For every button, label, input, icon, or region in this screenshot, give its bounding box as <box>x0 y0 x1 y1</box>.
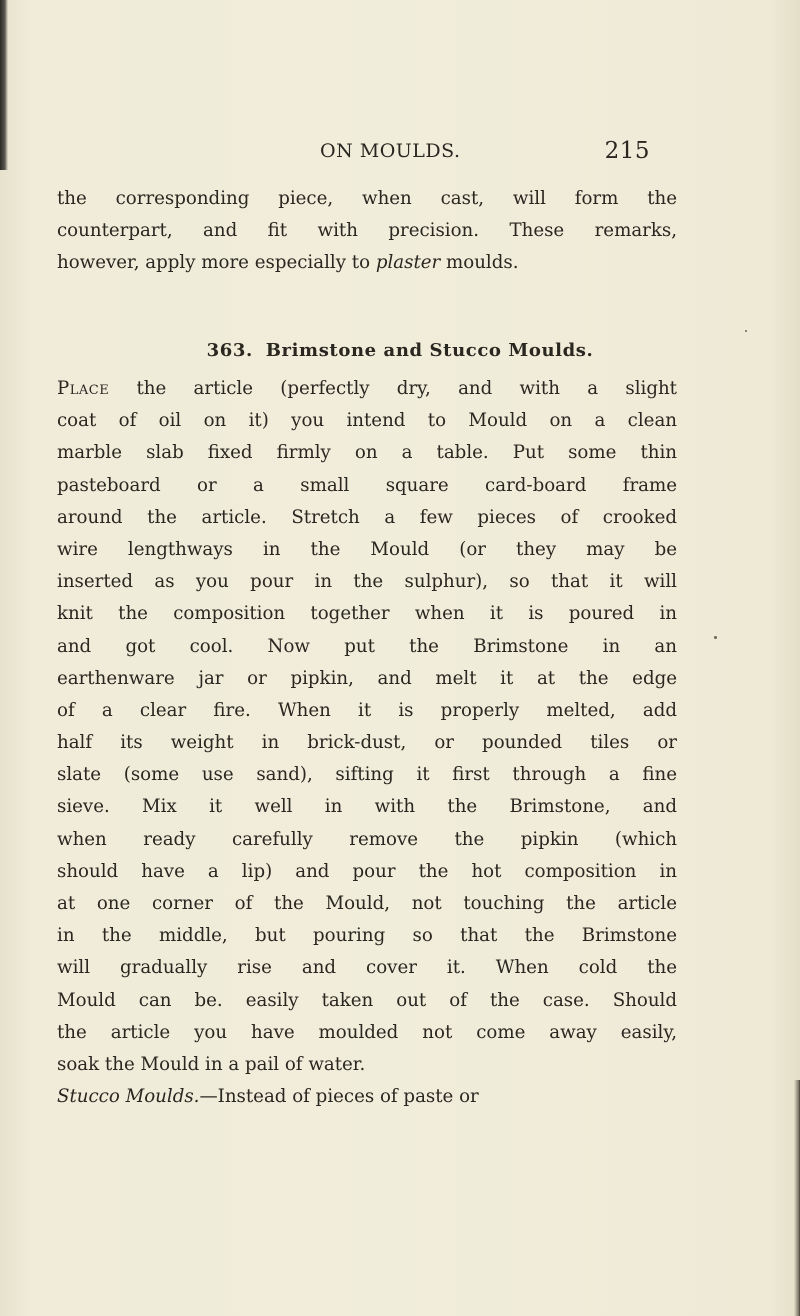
text-line: counterpart, and fit with precision. These remarks, <box>57 220 677 242</box>
text-line: slate (some use sand), sifting it first through a fine <box>57 764 677 786</box>
emphasis-plaster: plaster <box>375 252 441 274</box>
body-paragraph <box>57 373 677 1113</box>
paper-speck <box>714 636 717 639</box>
paper-speck <box>745 330 747 332</box>
text-line: Mould can be. easily taken out of the case. Should <box>57 989 677 1011</box>
text-line: should have a lip) and pour the hot composition in <box>57 860 677 882</box>
text-line: sieve. Mix it well in with the Brimstone, and <box>57 796 677 818</box>
text-line: the article you have moulded not come away easily, <box>57 1021 677 1043</box>
text-line: wire lengthways in the Mould (or they may be <box>57 538 677 560</box>
running-title: ON MOULDS. <box>320 140 461 162</box>
page-number: 215 <box>604 138 650 164</box>
text-line: marble slab fixed firmly on a table. Put some thin <box>57 442 677 464</box>
section-number: 363. <box>206 340 253 361</box>
text-line <box>57 1081 677 1113</box>
text-line: pasteboard or a small square card-board frame <box>57 474 677 496</box>
section-heading <box>0 340 800 361</box>
text-line: earthenware jar or pipkin, and melt it at the edge <box>57 667 677 689</box>
text-line: will gradually rise and cover it. When cold the <box>57 957 677 979</box>
text-line: half its weight in brick-dust, or pounded tiles or <box>57 732 677 754</box>
subsection-lead: Stucco Moulds. <box>57 1086 200 1108</box>
text-line: at one corner of the Mould, not touching the article <box>57 893 677 914</box>
text-fragment: however, apply more especially to <box>57 252 376 274</box>
text-line: the corresponding piece, when cast, will form the <box>57 188 677 209</box>
text-line: and got cool. Now put the Brimstone in an <box>57 635 677 657</box>
text-line: around the article. Stretch a few pieces of crooked <box>57 506 677 528</box>
text-line: knit the composition together when it is poured in <box>57 603 677 625</box>
page-edge-shadow <box>794 1080 800 1316</box>
text-line: inserted as you pour in the sulphur), so that it will <box>57 571 677 593</box>
intro-paragraph <box>57 183 677 280</box>
text-fragment: moulds. <box>440 252 519 274</box>
text-line: soak the Mould in a pail of water. <box>57 1053 366 1075</box>
text-line: of a clear fire. When it is properly melted, add <box>57 699 677 721</box>
text-line: when ready carefully remove the pipkin (which <box>57 828 677 850</box>
text-fragment: —Instead of pieces of paste or <box>199 1086 479 1108</box>
binding-shadow <box>0 0 8 170</box>
text-line: in the middle, but pouring so that the Brimstone <box>57 925 677 947</box>
text-line: coat of oil on it) you intend to Mould on a clean <box>57 410 677 432</box>
text-fragment: the article (perfectly dry, and with a slight <box>109 378 677 399</box>
text-line <box>57 373 677 405</box>
text-line <box>57 247 677 279</box>
section-title: Brimstone and Stucco Moulds. <box>265 340 594 361</box>
lead-word: Place <box>57 378 110 399</box>
